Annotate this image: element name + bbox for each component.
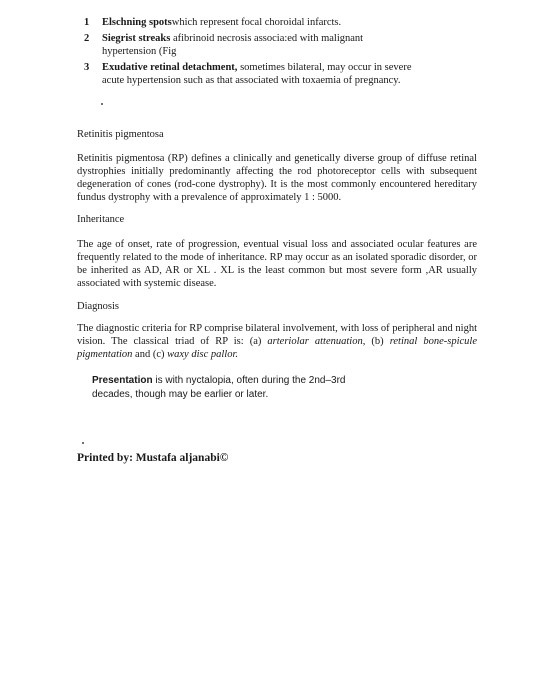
inheritance-heading: Inheritance [77, 214, 125, 225]
presentation-paragraph [92, 374, 352, 402]
diagnosis-lead: The diagnostic criteria for RP comprise bilateral involvement, with loss of peripheral and night vision. The classical triad of RP is: (a) [77, 323, 477, 347]
list-item [84, 16, 414, 29]
list-item-term: Exudative retinal detachment, [102, 62, 238, 73]
speck-mark [82, 442, 84, 444]
triad-a: arteriolar attenuation [267, 336, 363, 347]
rp-paragraph: Retinitis pigmentosa (RP) defines a clinically and genetically diverse group of diffuse retinal dystrophies initially predominantly affecting the rod photoreceptor cells with subsequent degeneration of cones (rod-cone dystrophy). It is the most commonly encountered hereditary fundus dystrophy with a prevalence of approximately 1 : 5000. [77, 153, 477, 203]
list-item-text: which represent focal choroidal infarcts. [171, 17, 342, 28]
list-item-number: 2 [84, 33, 90, 44]
triad-b: retinal bone-spicule pigmentation [77, 336, 478, 360]
diagnosis-heading: Diagnosis [77, 301, 119, 312]
rp-heading: Retinitis pigmentosa [77, 129, 164, 140]
presentation-term: Presentation [92, 375, 153, 386]
diagnosis-sep-2: and (c) [132, 349, 168, 360]
printed-by-footer: Printed by: Mustafa aljanabi© [77, 452, 229, 464]
list-item-text: sometimes bilateral, may occur in severe acute hypertension such as that associated with toxaemia of pregnancy. [102, 62, 412, 86]
diagnosis-paragraph [77, 322, 477, 361]
triad-c: waxy disc pallor. [167, 349, 238, 360]
diagnosis-sep-1: , (b) [362, 336, 390, 347]
list-item-term: Siegrist streaks [102, 33, 171, 44]
list-item [84, 32, 414, 58]
list-item [84, 61, 414, 87]
presentation-text: is with nyctalopia, often during the 2nd–3rd decades, though may be earlier or later. [92, 375, 346, 400]
list-item-text: afibrinoid necrosis associa:ed with malignant hypertension (Fig [102, 33, 364, 57]
inheritance-paragraph: The age of onset, rate of progression, eventual visual loss and associated ocular features are frequently related to the mode of inheritance. RP may occur as an isolated sporadic disorder, or be inherited as AD, AR or XL . XL is the least common but most severe form ,AR usually associated with systemic disease. [77, 239, 477, 289]
list-item-number: 3 [84, 62, 90, 73]
speck-mark [101, 103, 103, 105]
list-item-number: 1 [84, 17, 90, 28]
list-item-term: Elschning spots [102, 17, 172, 28]
fundus-findings-list [84, 16, 414, 90]
